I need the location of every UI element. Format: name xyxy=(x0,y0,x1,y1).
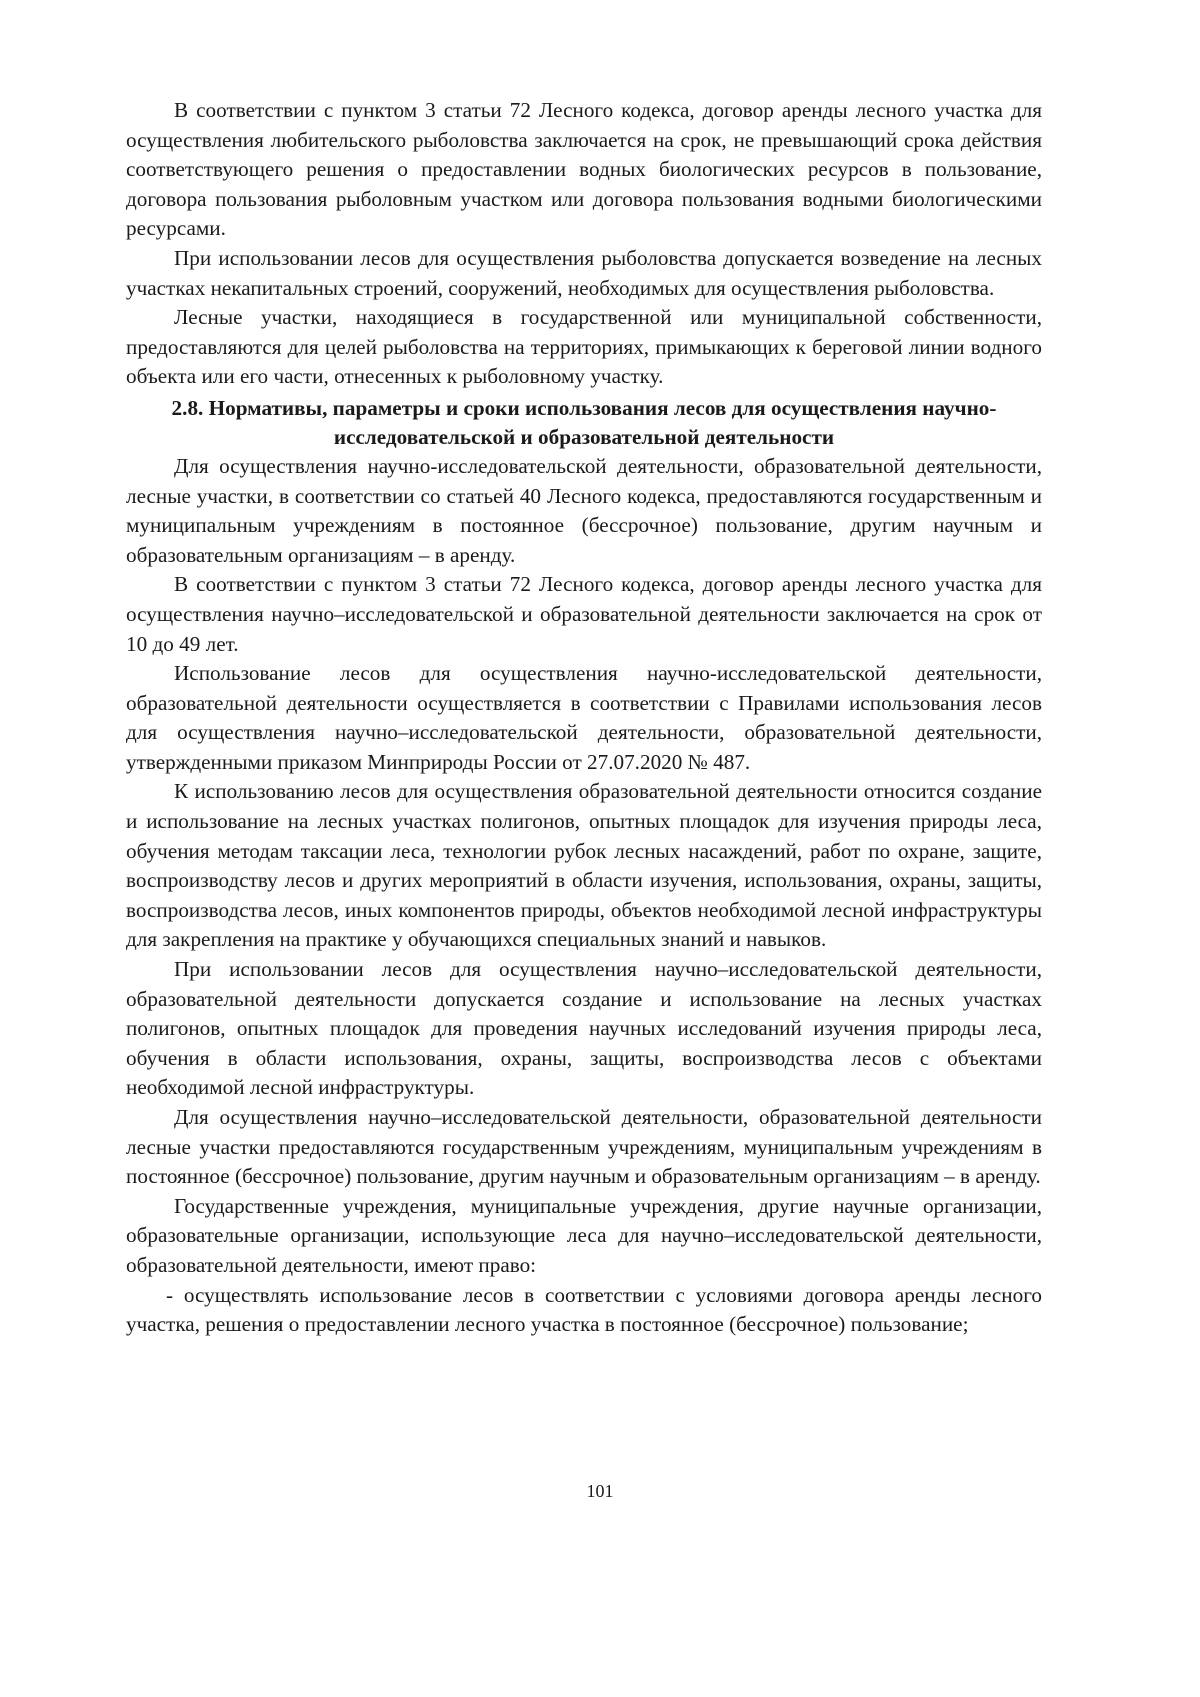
paragraph: В соответствии с пунктом 3 статьи 72 Лесного кодекса, договор аренды лесного участка для осуществления научно–исследовательской и образовательной деятельности заключается на срок от 10 до 49 лет. xyxy=(126,572,1042,656)
page-number: 101 xyxy=(586,1481,614,1501)
paragraph: При использовании лесов для осуществления научно–исследовательской деятельности, образовательной деятельности допускается создание и использование на лесных участках полигонов, опытных площадок для проведения научных исследований изучения природы леса, обучения в области использования, охраны, защиты, воспроизводства лесов с объектами необходимой лесной инфраструктуры. xyxy=(126,957,1042,1100)
paragraph: Для осуществления научно–исследовательской деятельности, образовательной деятельности лесные участки предоставляются государственным учреждениям, муниципальным учреждениям в постоянное (бессрочное) пользование, другим научным и образовательным организациям – в аренду. xyxy=(126,1105,1042,1189)
paragraph: К использованию лесов для осуществления образовательной деятельности относится создание и использование на лесных участках полигонов, опытных площадок для изучения природы леса, обучения методам таксации леса, технологии рубок лесных насаждений, работ по охране, защите, воспроизводству лесов и других мероприятий в области изучения, использования, охраны, защиты, воспроизводства лесов, иных компонентов природы, объектов необходимой лесной инфраструктуры для закрепления на практике у обучающихся специальных знаний и навыков. xyxy=(126,779,1042,952)
paragraph: Государственные учреждения, муниципальные учреждения, другие научные организации, образовательные организации, использующие леса для научно–исследовательской деятельности, образовательной деятельности, имеют право: xyxy=(126,1193,1042,1277)
paragraph: Использование лесов для осуществления научно-исследовательской деятельности, образовательной деятельности осуществляется в соответствии с Правилами использования лесов для осуществления научно–исследовательской деятельности, образовательной деятельности, утвержденными приказом Минприроды России от 27.07.2020 № 487. xyxy=(126,661,1042,774)
paragraph: Для осуществления научно-исследовательской деятельности, образовательной деятельности, лесные участки, в соответствии со статьей 40 Лесного кодекса, предоставляются государственным и муниципальным учреждениям в постоянное (бессрочное) пользование, другим научным и образовательным организациям – в аренду. xyxy=(126,453,1042,567)
paragraph: Лесные участки, находящиеся в государственной или муниципальной собственности, предоставляются для целей рыболовства на территориях, примыкающих к береговой линии водного объекта или его части, отнесенных к рыболовному участку. xyxy=(126,305,1042,389)
section-heading: 2.8. Нормативы, параметры и сроки использования лесов для осуществления научно-исследовательской и образовательной деятельности xyxy=(171,395,997,449)
document-page xyxy=(126,96,1042,1340)
bullet-item: - осуществлять использование лесов в соответствии с условиями договора аренды лесного участка, решения о предоставлении лесного участка в постоянное (бессрочное) пользование; xyxy=(126,1282,1042,1337)
paragraph: При использовании лесов для осуществления рыболовства допускается возведение на лесных участках некапитальных строений, сооружений, необходимых для осуществления рыболовства. xyxy=(126,245,1042,300)
paragraph: В соответствии с пунктом 3 статьи 72 Лесного кодекса, договор аренды лесного участка для осуществления любительского рыболовства заключается на срок, не превышающий срока действия соответствующего решения о предоставлении водных биологических ресурсов в пользование, договора пользования рыболовным участком или договора пользования водными биологическими ресурсами. xyxy=(126,98,1042,241)
